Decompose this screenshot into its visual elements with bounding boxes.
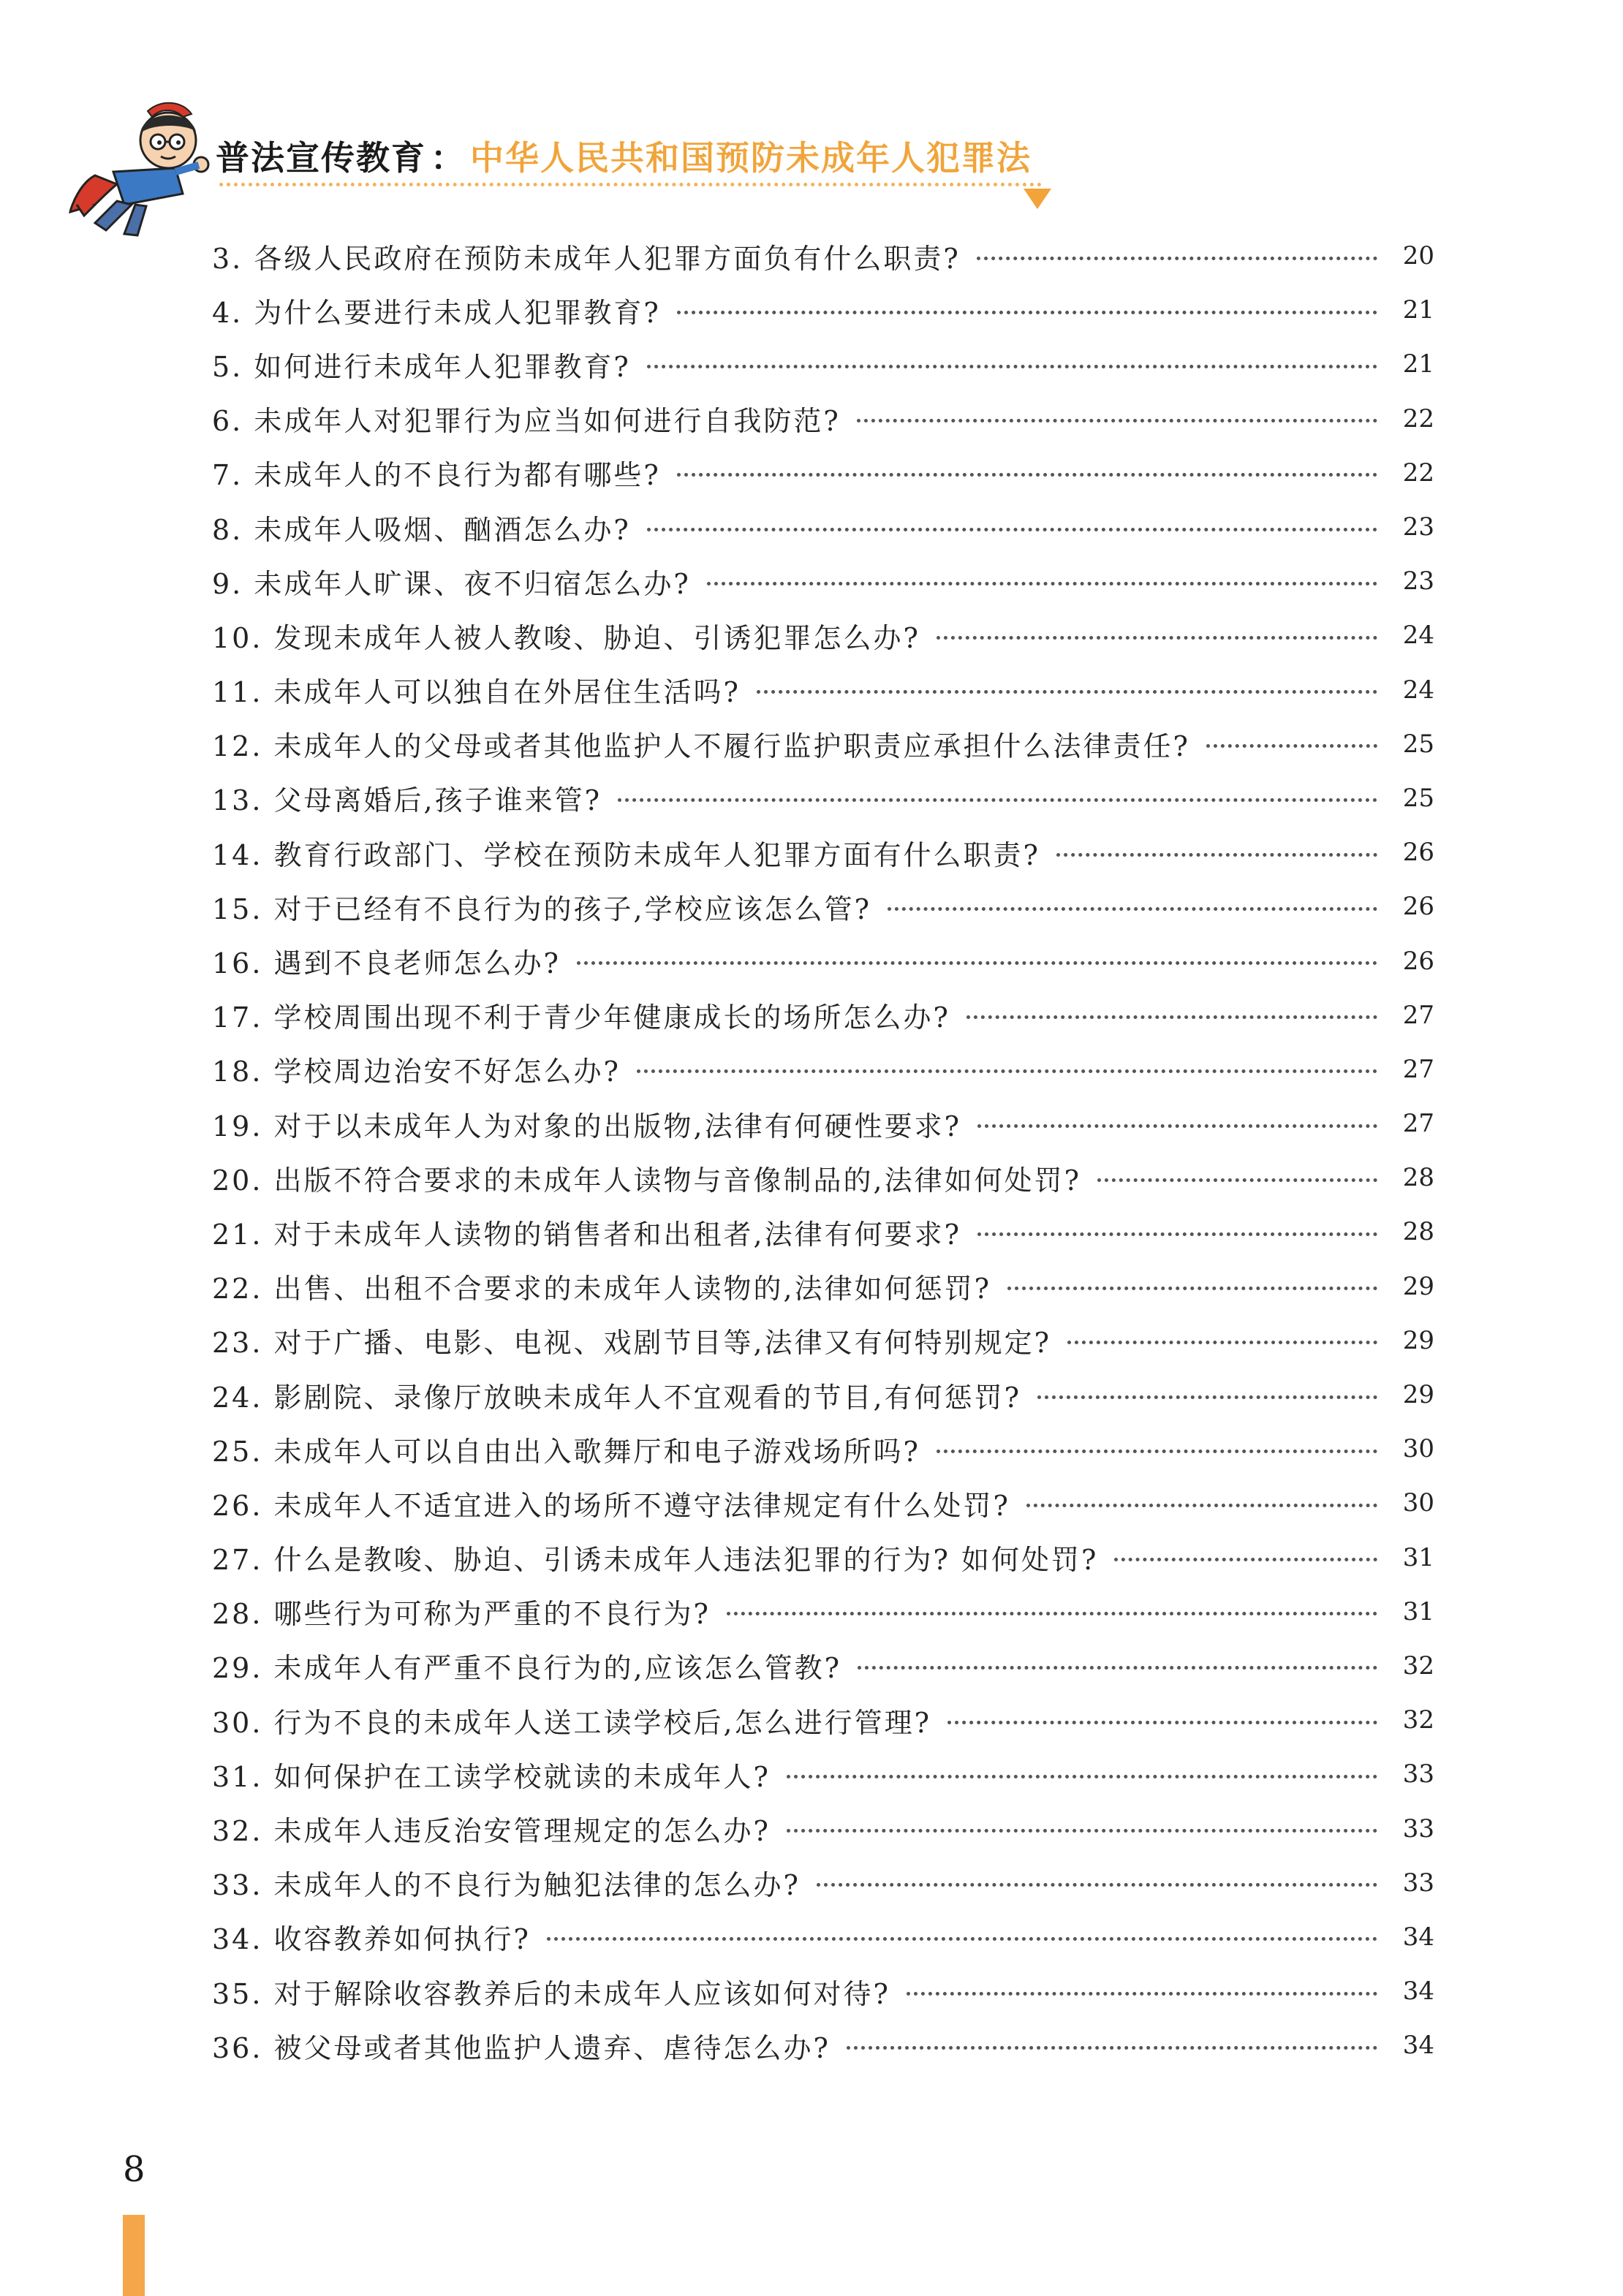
toc-entry-page: 33	[1402, 1868, 1434, 1898]
toc-entry[interactable]	[212, 1910, 1434, 1964]
toc-entry-title: 6. 未成年人对犯罪行为应当如何进行自我防范?	[212, 405, 841, 438]
toc-entry[interactable]	[212, 717, 1434, 771]
toc-dot-leader	[937, 636, 1377, 640]
toc-entry[interactable]	[212, 988, 1434, 1042]
toc-entry-page: 28	[1402, 1217, 1434, 1247]
toc-entry-title: 21. 对于未成年人读物的销售者和出租者,法律有何要求?	[212, 1218, 961, 1251]
toc-entry-title: 19. 对于以未成年人为对象的出版物,法律有何硬性要求?	[212, 1110, 961, 1143]
toc-entry-page: 22	[1402, 458, 1434, 488]
toc-entry[interactable]	[212, 1639, 1434, 1693]
toc-entry[interactable]	[212, 1856, 1434, 1910]
toc-entry-page: 27	[1402, 1054, 1434, 1084]
toc-entry-page: 25	[1402, 729, 1434, 759]
toc-dot-leader	[677, 311, 1377, 314]
toc-entry-title: 33. 未成年人的不良行为触犯法律的怎么办?	[212, 1869, 801, 1902]
toc-entry-title: 16. 遇到不良老师怎么办?	[212, 947, 561, 980]
toc-entry[interactable]	[212, 229, 1434, 283]
page-header	[0, 0, 1623, 219]
toc-entry-title: 28. 哪些行为可称为严重的不良行为?	[212, 1598, 711, 1631]
toc-entry-page: 26	[1402, 946, 1434, 976]
toc-entry-page: 29	[1402, 1271, 1434, 1301]
toc-entry-title: 18. 学校周边治安不好怎么办?	[212, 1056, 621, 1088]
toc-dot-leader	[888, 907, 1377, 911]
toc-entry[interactable]	[212, 1314, 1434, 1368]
toc-entry-page: 24	[1402, 621, 1434, 651]
toc-dot-leader	[847, 2046, 1377, 2050]
header-triangle-icon	[1024, 189, 1051, 209]
header-dotted-rule	[219, 183, 1042, 186]
toc-dot-leader	[977, 257, 1377, 260]
toc-dot-leader	[677, 473, 1377, 477]
toc-entry-page: 31	[1402, 1542, 1434, 1572]
toc-entry-title: 10. 发现未成年人被人教唆、胁迫、引诱犯罪怎么办?	[212, 621, 920, 654]
toc-entry[interactable]	[212, 1531, 1434, 1585]
toc-entry-title: 27. 什么是教唆、胁迫、引诱未成年人违法犯罪的行为? 如何处罚?	[212, 1544, 1099, 1577]
toc-dot-leader	[937, 1450, 1377, 1453]
toc-entry[interactable]	[212, 1259, 1434, 1314]
toc-entry[interactable]	[212, 879, 1434, 933]
toc-entry-page: 34	[1402, 2031, 1434, 2061]
toc-entry-title: 5. 如何进行未成年人犯罪教育?	[212, 350, 631, 383]
toc-dot-leader	[1114, 1558, 1377, 1561]
toc-entry-title: 13. 父母离婚后,孩子谁来管?	[212, 784, 602, 817]
toc-entry[interactable]	[212, 1693, 1434, 1747]
toc-entry-page: 24	[1402, 675, 1434, 705]
toc-entry[interactable]	[212, 1368, 1434, 1422]
toc-dot-leader	[637, 1069, 1377, 1073]
table-of-contents	[212, 229, 1434, 2072]
toc-entry-title: 23. 对于广播、电影、电视、戏剧节目等,法律又有何特别规定?	[212, 1327, 1051, 1360]
toc-entry[interactable]	[212, 446, 1434, 500]
toc-entry[interactable]	[212, 1151, 1434, 1205]
toc-entry-page: 23	[1402, 567, 1434, 596]
toc-dot-leader	[1206, 744, 1377, 748]
toc-entry-title: 7. 未成年人的不良行为都有哪些?	[212, 459, 661, 492]
toc-dot-leader	[1037, 1395, 1377, 1399]
toc-entry-title: 29. 未成年人有严重不良行为的,应该怎么管教?	[212, 1652, 841, 1685]
toc-entry-page: 33	[1402, 1814, 1434, 1844]
toc-dot-leader	[707, 582, 1377, 586]
toc-dot-leader	[757, 690, 1377, 694]
page-accent-bar	[123, 2215, 145, 2296]
toc-entry-title: 31. 如何保护在工读学校就读的未成年人?	[212, 1760, 771, 1793]
toc-entry-page: 21	[1402, 295, 1434, 325]
toc-entry-title: 35. 对于解除收容教养后的未成年人应该如何对待?	[212, 1977, 890, 2010]
toc-entry-page: 21	[1402, 349, 1434, 379]
toc-dot-leader	[647, 528, 1377, 531]
toc-entry[interactable]	[212, 1042, 1434, 1096]
flying-mascot-illustration	[66, 95, 227, 241]
toc-dot-leader	[857, 419, 1377, 423]
toc-entry-title: 26. 未成年人不适宜进入的场所不遵守法律规定有什么处罚?	[212, 1489, 1010, 1522]
toc-entry[interactable]	[212, 392, 1434, 446]
toc-dot-leader	[727, 1612, 1377, 1615]
toc-entry-title: 24. 影剧院、录像厅放映未成年人不宜观看的节目,有何惩罚?	[212, 1381, 1021, 1414]
toc-entry[interactable]	[212, 337, 1434, 391]
toc-dot-leader	[947, 1721, 1377, 1724]
toc-entry-title: 12. 未成年人的父母或者其他监护人不履行监护职责应承担什么法律责任?	[212, 730, 1190, 763]
toc-dot-leader	[858, 1666, 1377, 1670]
toc-entry-title: 11. 未成年人可以独自在外居住生活吗?	[212, 676, 741, 709]
toc-entry[interactable]	[212, 608, 1434, 662]
toc-entry[interactable]	[212, 933, 1434, 988]
toc-entry[interactable]	[212, 1096, 1434, 1151]
toc-entry-page: 28	[1402, 1163, 1434, 1193]
toc-entry-page: 29	[1402, 1325, 1434, 1355]
toc-entry[interactable]	[212, 1964, 1434, 2018]
toc-dot-leader	[1067, 1341, 1377, 1344]
toc-entry-title: 30. 行为不良的未成年人送工读学校后,怎么进行管理?	[212, 1706, 931, 1739]
toc-entry-title: 15. 对于已经有不良行为的孩子,学校应该怎么管?	[212, 893, 871, 925]
header-series-label: 普法宣传教育	[216, 138, 426, 178]
toc-dot-leader	[1056, 853, 1377, 857]
toc-entry-title: 14. 教育行政部门、学校在预防未成年人犯罪方面有什么职责?	[212, 838, 1040, 871]
toc-entry[interactable]	[212, 1205, 1434, 1259]
toc-entry-title: 36. 被父母或者其他监护人遗弃、虐待怎么办?	[212, 2031, 831, 2064]
toc-entry-page: 27	[1402, 1000, 1434, 1030]
toc-entry[interactable]	[212, 500, 1434, 554]
header-separator: ：	[431, 138, 466, 178]
toc-entry-page: 22	[1402, 403, 1434, 433]
toc-entry-title: 9. 未成年人旷课、夜不归宿怎么办?	[212, 567, 691, 600]
toc-entry[interactable]	[212, 1585, 1434, 1639]
toc-entry-title: 3. 各级人民政府在预防未成年人犯罪方面负有什么职责?	[212, 242, 961, 275]
toc-entry-page: 32	[1402, 1651, 1434, 1681]
toc-dot-leader	[647, 365, 1377, 368]
toc-entry-title: 17. 学校周围出现不利于青少年健康成长的场所怎么办?	[212, 1001, 950, 1034]
toc-dot-leader	[907, 1992, 1377, 1996]
toc-dot-leader	[577, 961, 1377, 965]
toc-entry[interactable]	[212, 1476, 1434, 1530]
toc-entry-page: 30	[1402, 1488, 1434, 1518]
toc-dot-leader	[817, 1883, 1377, 1887]
toc-entry[interactable]	[212, 554, 1434, 608]
toc-entry[interactable]	[212, 1747, 1434, 1801]
toc-dot-leader	[1007, 1287, 1377, 1290]
toc-dot-leader	[787, 1775, 1377, 1778]
toc-entry-title: 8. 未成年人吸烟、酗酒怎么办?	[212, 513, 631, 546]
toc-entry-title: 25. 未成年人可以自由出入歌舞厅和电子游戏场所吗?	[212, 1435, 920, 1468]
toc-entry-page: 30	[1402, 1434, 1434, 1464]
toc-entry-page: 34	[1402, 1977, 1434, 2007]
toc-entry-page: 31	[1402, 1596, 1434, 1626]
toc-entry-page: 34	[1402, 1922, 1434, 1952]
toc-entry[interactable]	[212, 1801, 1434, 1855]
toc-entry[interactable]	[212, 283, 1434, 337]
toc-dot-leader	[977, 1232, 1377, 1236]
toc-entry-page: 33	[1402, 1759, 1434, 1789]
toc-entry-page: 26	[1402, 892, 1434, 922]
page-number: 8	[123, 2149, 145, 2190]
toc-dot-leader	[618, 798, 1377, 802]
toc-dot-leader	[787, 1829, 1377, 1833]
toc-entry-title: 4. 为什么要进行未成人犯罪教育?	[212, 296, 661, 329]
toc-entry-title: 34. 收容教养如何执行?	[212, 1923, 531, 1956]
toc-entry[interactable]	[212, 1422, 1434, 1476]
toc-entry-page: 26	[1402, 838, 1434, 868]
header-law-title: 中华人民共和国预防未成年人犯罪法	[470, 138, 1032, 178]
toc-entry-page: 25	[1402, 783, 1434, 813]
toc-entry-title: 20. 出版不符合要求的未成年人读物与音像制品的,法律如何处罚?	[212, 1164, 1081, 1197]
toc-entry-page: 32	[1402, 1705, 1434, 1735]
toc-dot-leader	[977, 1124, 1377, 1128]
toc-entry-title: 32. 未成年人违反治安管理规定的怎么办?	[212, 1815, 771, 1848]
header-title	[216, 132, 1032, 190]
toc-entry[interactable]	[212, 771, 1434, 825]
toc-dot-leader	[1097, 1178, 1377, 1182]
toc-entry[interactable]	[212, 2018, 1434, 2072]
toc-dot-leader	[1026, 1504, 1377, 1507]
toc-entry-page: 29	[1402, 1380, 1434, 1410]
toc-entry[interactable]	[212, 825, 1434, 879]
toc-entry-page: 20	[1402, 241, 1434, 271]
toc-dot-leader	[966, 1015, 1377, 1019]
toc-entry-title: 22. 出售、出租不合要求的未成年人读物的,法律如何惩罚?	[212, 1273, 991, 1306]
toc-entry[interactable]	[212, 663, 1434, 717]
toc-entry-page: 27	[1402, 1109, 1434, 1139]
toc-dot-leader	[547, 1937, 1377, 1941]
toc-entry-page: 23	[1402, 512, 1434, 542]
